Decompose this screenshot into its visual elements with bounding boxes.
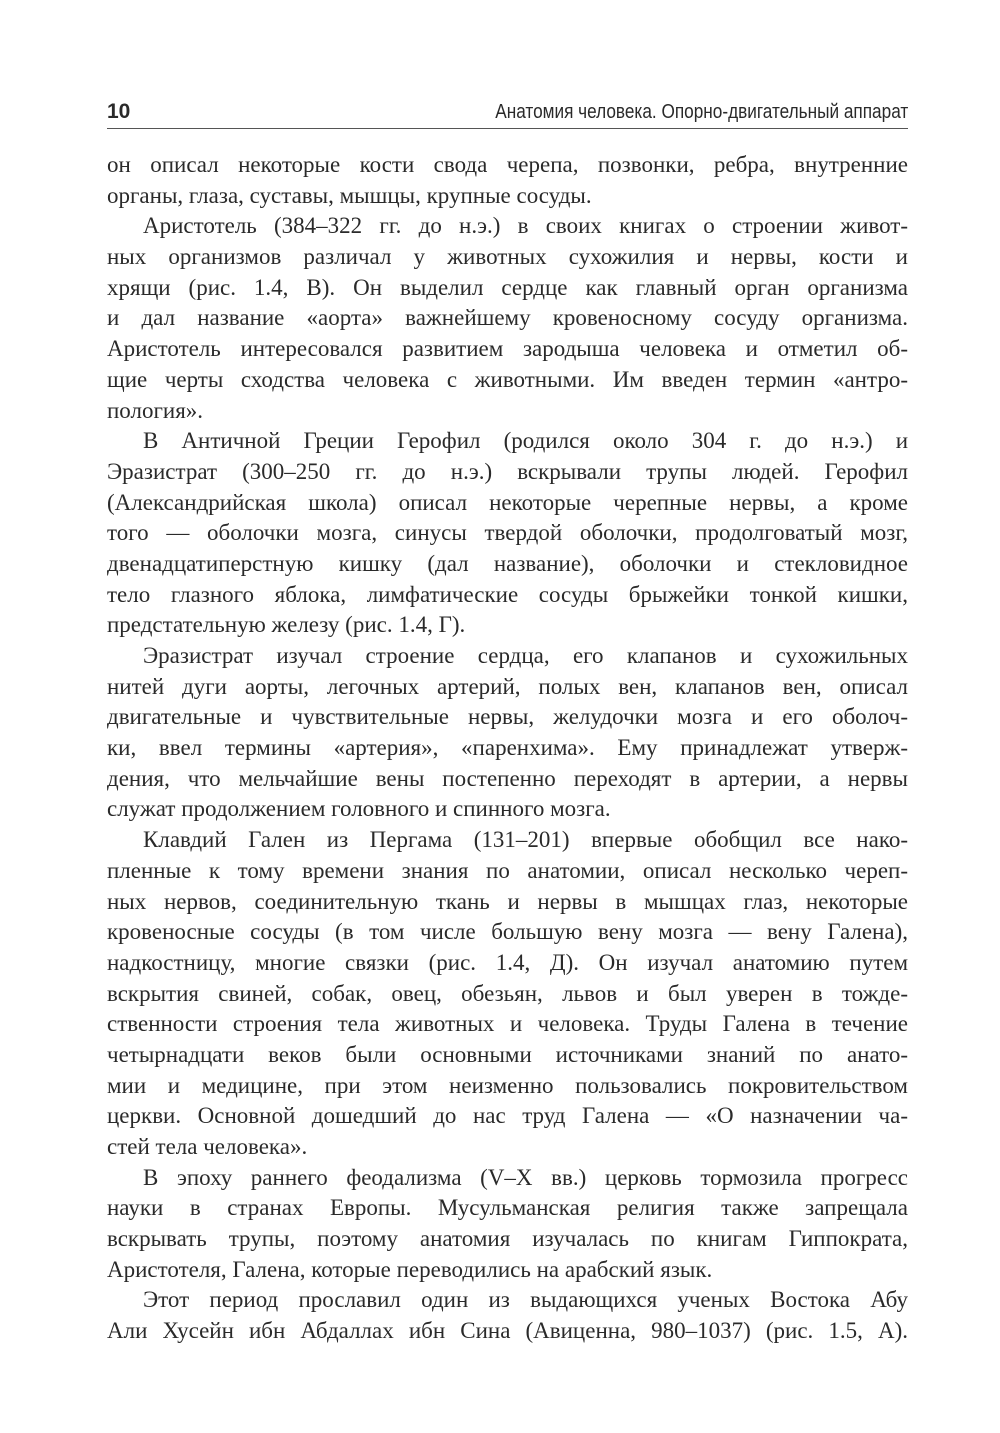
text-line: щие черты сходства человека с животными. Им введен термин «антро-: [107, 366, 908, 392]
text-line: (Александрийская школа) описал некоторые черепные нервы, а кроме: [107, 489, 908, 515]
paragraph: [107, 825, 908, 1163]
text-line: ки, ввел термины «артерия», «паренхима». Ему принадлежат утверж-: [107, 735, 908, 761]
text-line: В эпоху раннего феодализма (V–X вв.) церковь тормозила прогресс: [143, 1164, 908, 1190]
text-line: вскрывать трупы, поэтому анатомия изучалась по книгам Гиппократа,: [107, 1226, 908, 1252]
running-title: Анатомия человека. Опорно-двигательный аппарат: [494, 101, 908, 123]
text-line: Этот период прославил один из выдающихся ученых Востока Абу: [143, 1287, 908, 1313]
paragraph: [107, 1163, 908, 1286]
text-line: и дал название «аорта» важнейшему кровеносному сосуду организма.: [107, 305, 908, 331]
text-line: того — оболочки мозга, синусы твердой оболочки, продолговатый мозг,: [107, 520, 908, 546]
paragraph: [107, 641, 908, 825]
text-line: Али Хусейн ибн Абдаллах ибн Сина (Авиценна, 980–1037) (рис. 1.5, А).: [107, 1318, 908, 1344]
text-line: Эразистрат изучал строение сердца, его клапанов и сухожильных: [143, 643, 908, 668]
text-line: хрящи (рис. 1.4, В). Он выделил сердце как главный орган организма: [107, 274, 908, 300]
text-line: науки в странах Европы. Мусульманская религия также запрещала: [107, 1195, 908, 1221]
text-line: надкостницу, многие связки (рис. 1.4, Д). Он изучал анатомию путем: [107, 949, 908, 975]
text-line: В Античной Греции Герофил (родился около 304 г. до н.э.) и: [143, 428, 908, 454]
paragraph: [107, 211, 908, 426]
page-number: 10: [107, 100, 131, 123]
text-line: нитей дуги аорты, легочных артерий, полых вен, клапанов вен, описал: [107, 673, 908, 699]
text-line: ственности строения тела животных и человека. Труды Галена в течение: [107, 1011, 908, 1037]
text-line: пология».: [107, 397, 204, 423]
paragraph: [107, 1285, 908, 1346]
text-line: вскрытия свиней, собак, овец, обезьян, львов и был уверен в тожде-: [107, 980, 908, 1006]
text-line: двигательные и чувствительные нервы, желудочки мозга и его оболоч-: [107, 704, 908, 730]
text-line: пленные к тому времени знания по анатомии, описал несколько череп-: [107, 857, 908, 883]
text-line: он описал некоторые кости свода черепа, позвонки, ребра, внутренние: [107, 152, 908, 177]
text-line: дения, что мельчайшие вены постепенно переходят в артерии, а нервы: [107, 765, 908, 791]
text-line: Аристотеля, Галена, которые переводились на арабский язык.: [107, 1256, 713, 1282]
text-line: Эразистрат (300–250 гг. до н.э.) вскрывали трупы людей. Герофил: [107, 458, 908, 484]
text-line: четырнадцати веков были основными источниками знаний по анато-: [107, 1041, 908, 1067]
text-line: кровеносные сосуды (в том числе большую вену мозга — вену Галена),: [107, 919, 908, 945]
text-line: ных организмов различал у животных сухожилия и нервы, кости и: [107, 244, 908, 270]
text-line: мии и медицине, при этом неизменно пользовались покровительством: [107, 1072, 908, 1098]
text-line: церкви. Основной дошедший до нас труд Галена — «О назначении ча-: [107, 1103, 908, 1129]
text-line: Клавдий Гален из Пергама (131–201) впервые обобщил все нако-: [143, 827, 908, 853]
text-line: служат продолжением головного и спинного мозга.: [107, 796, 611, 822]
text-line: предстательную железу (рис. 1.4, Г).: [107, 612, 466, 638]
text-line: Аристотель интересовался развитием зародыша человека и отметил об-: [107, 336, 908, 362]
paragraph: [107, 150, 908, 211]
paragraph: [107, 426, 908, 641]
page-body: [107, 150, 908, 1347]
text-line: стей тела человека».: [107, 1134, 308, 1159]
text-line: ных нервов, соединительную ткань и нервы в мышцах глаз, некоторые: [107, 888, 908, 914]
page-header: [107, 98, 908, 129]
text-line: тело глазного яблока, лимфатические сосуды брыжейки тонкой кишки,: [107, 581, 908, 607]
text-line: двенадцатиперстную кишку (дал название), оболочки и стекловидное: [107, 550, 908, 576]
text-line: Аристотель (384–322 гг. до н.э.) в своих книгах о строении живот-: [143, 213, 908, 239]
text-line: органы, глаза, суставы, мышцы, крупные сосуды.: [107, 182, 592, 208]
